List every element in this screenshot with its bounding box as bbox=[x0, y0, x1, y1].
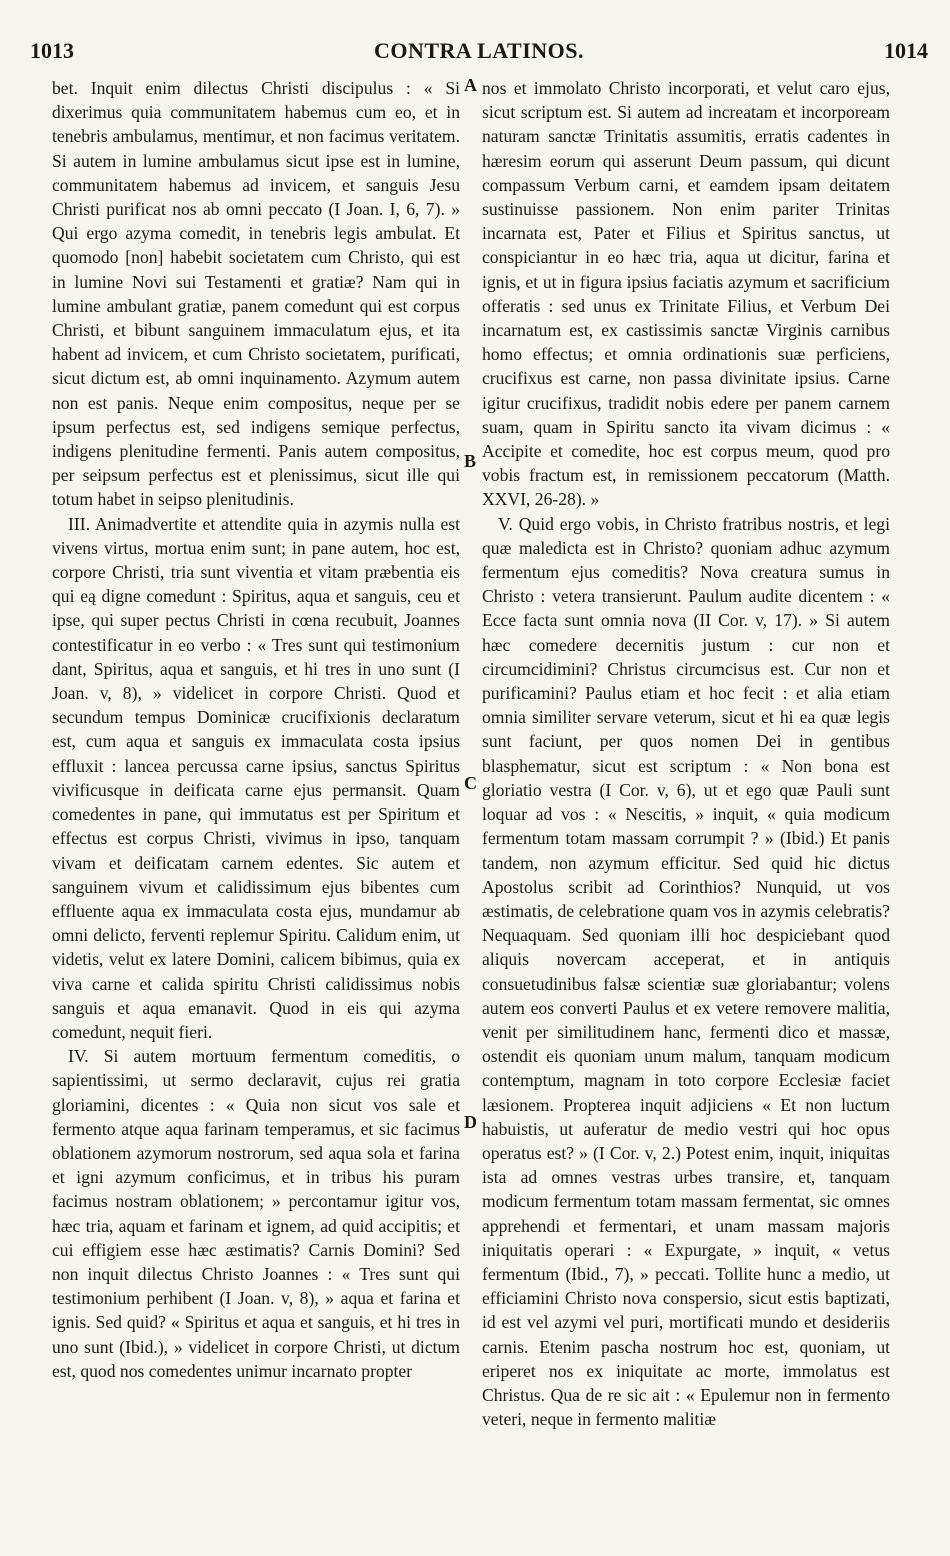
left-column bbox=[52, 76, 460, 1546]
running-title: CONTRA LATINOS. bbox=[373, 38, 585, 63]
margin-letter-b: B bbox=[464, 451, 477, 471]
page-number-right: 1014 bbox=[884, 38, 928, 63]
page-number-left: 1013 bbox=[30, 38, 74, 63]
right-paragraph-1: nos et immolato Christo incorporati, et velut caro ejus, sicut scriptum est. Si autem ad increatam et incorpoream naturam sanctæ Trinitatis assumitis, erratis cadentes in hæresim eorum qui asserunt Deum passum, qui dicunt compassum Verbum carni, et eamdem ipsam deitatem sustinuisse passionem. Non enim pariter Trinitas incarnata est, Pater et Filius et Spiritus sanctus, ut conspiciantur in eo hæc tria, aqua ut dicitur, farina et ignis, et ut in figura ipsius faciatis azymum et sacrificium offeratis : sed unus ex Trinitate Filius, et Verbum Dei incarnatum est, ex castissimis sanctæ Virginis carnibus homo effectus; et omnia ordinationis suæ perficiens, crucifixus est carne, non passa divinitate ipsius. Carne igitur crucifixus, tradidit nobis edere per panem carnem suam, quam in Spiritu sancto ita vivam dicimus : « Accipite et comedite, hoc est corpus meum, quod pro vobis fractum est, in remissionem peccatorum (Matth. XXVI, 26-28). » bbox=[482, 78, 890, 510]
margin-letter-d: D bbox=[464, 1112, 477, 1132]
page-header bbox=[30, 38, 928, 68]
margin-letter-a: A bbox=[464, 75, 477, 95]
left-paragraph-section-3: III. Animadvertite et attendite quia in azymis nulla est vivens virtus, mortua enim sunt; in pane autem, hoc est, corpore Christi, tria sunt viventia et vitam præbentia eis qui eą digne comedunt : Spiritus, aqua et sanguis, ceu et ipse, qui super pectus Christi in cœna recubuit, Joannes contestificatur in eo verbo : « Tres sunt qui testimonium dant, Spiritus, aqua et sanguis, et hi tres in uno sunt (I Joan. v, 8), » videlicet in corpore Christi. Quod et secundum tempus Dominicæ crucifixionis declaratum est, cum aqua et sanguis ex immaculata costa ipsius effluxit : lancea percussa carne ipsius, sanctus Spiritus vivificusque in deificata carne ejus permansit. Quam comedentes in pane, qui immutatus est per Spiritum et effectus est corpus Christi, vivimus in ipso, tanquam vivam et deificatam carnem edentes. Sic autem et sanguinem vivum et calidissimum ejus bibentes cum effluente aqua ex immaculata costa ejus, mundamur ab omni delicto, ferventi replemur Spiritu. Calidum enim, ut videtis, velut ex latere Domini, calicem bibimus, quia ex viva carne et calida spiritu Christi calidissimus nobis sanguis et aqua emanavit. Quod in eis qui azyma comedunt, nequit fieri. bbox=[52, 513, 460, 1042]
right-paragraph-section-5: V. Quid ergo vobis, in Christo fratribus nostris, et legi quæ maledicta est in Christo? quoniam adhuc azymum fermentum ejus comeditis? Nova creatura sumus in Christo : vetera transierunt. Paulum audite dicentem : « Ecce facta sunt omnia nova (II Cor. v, 17). » Si autem hæc comedere decernitis justum : cur non et circumcidimini? Christus circumcisus est. Cur non et purificamini? Paulus etiam et hoc fecit : et alia etiam omnia similiter servare veterum, sicut et hi ea quæ legis sunt faciunt, per quos nomen Dei in gentibus blasphematur, sicut est scriptum : « Non bona est gloriatio vestra (I Cor. v, 6), ut et ego quæ Pauli sunt loquar ad vos : « Nescitis, » inquit, « quia modicum fermentum totam massam corrumpit ? » (Ibid.) Et panis tandem, non azymum efficitur. Sed quid hic dictus Apostolus scribit ad Corinthios? Nunquid, ut vos æstimatis, de celebratione quam vos in azymis celebratis? Nequaquam. Sed quoniam illi hoc despiciebant quod aliquis novercam acceperat, et in antiquis consuetudinibus falsæ scientiæ suæ gloriabantur; volens autem eos converti Paulus et ex vetere removere malitia, venit per similitudinem hanc, fermenti dico et massæ, ostendit eis quoniam unum malum, tanquam modicum contemptum, magnam in toto corpore Ecclesiæ faciet læsionem. Propterea inquit adjiciens « Et non luctum habuistis, ut auferatur de medio vestri qui hoc opus operatus est? » (I Cor. v, 2.) Potest enim, inquit, iniquitas ista ad omnes vestras urbes transire, et, tanquam modicum fermentum totam massam fermentat, sic omnes apprehendi et fermentari, et unam massam majoris iniquitatis operari : « Expurgate, » inquit, « vetus fermentum (Ibid., 7), » peccati. Tollite hunc a medio, ut efficiamini Christo nova conspersio, sicut estis baptizati, id est vel azymi vel puri, mortificati mundo et desideriis carnis. Etenim pascha nostrum hoc est, quoniam, ut eriperet nos ex iniquitate ac morte, immolatus est Christus. Qua de re sic ait : « Epulemur non in fermento veteri, neque in fermento malitiæ bbox=[482, 513, 890, 1430]
right-column bbox=[482, 76, 890, 1546]
left-paragraph-section-4: IV. Si autem mortuum fermentum comeditis, o sapientissimi, ut sermo declaravit, cujus rei gratia gloriamini, dicentes : « Quia non sicut vos sale et fermento atque aqua farinam temperamus, et sic facimus oblationem azymorum nostrorum, sed aqua sola et farina et igni azymum conficimus, et in tribus his puram facimus nostram oblationem; » percontamur igitur vos, hæc tria, aquam et farinam et ignem, ad quid accipitis; et cui effigiem esse hæc æstimatis? Carnis Domini? Sed non inquit dilectus Christo Joannes : « Tres sunt qui testimonium perhibent (I Joan. v, 8), » aqua et farina et ignis. Sed quid? « Spiritus et aqua et sanguis, et hi tres in uno sunt (Ibid.), » videlicet in corpore Christi, ut dictum est, quod nos comedentes unimur incarnato propter bbox=[52, 1046, 460, 1381]
left-paragraph-1: bet. Inquit enim dilectus Christi discipulus : « Si dixerimus quia communitatem habemus cum eo, et in tenebris ambulamus, mentimur, et non facimus veritatem. Si autem in lumine ambulamus sicut ipse est in lumine, communitatem habemus ad invicem, et sanguis Jesu Christi purificat nos ab omni peccato (I Joan. I, 6, 7). » Qui ergo azyma comedit, in tenebris legis ambulat. Et quomodo [non] habebit societatem cum Christo, qui est in lumine Novi sui Testamenti et gratiæ? Nam qui in lumine ambulant gratiæ, panem comedunt qui est corpus Christi, et bibunt sanguinem immaculatum ejus, et ita habent ad invicem, et cum Christo societatem, purificati, sicut dictum est, ab omni inquinamento. Azymum autem non est panis. Neque enim compositus, neque per se ipsum perfectus est, sed indigens semique perfectus, indigens plenitudine fermenti. Panis autem compositus, per seipsum perfectus est et plenissimus, sicut ille qui totum habet in seipso plenitudinis. bbox=[52, 78, 460, 510]
margin-letter-c: C bbox=[464, 773, 477, 793]
